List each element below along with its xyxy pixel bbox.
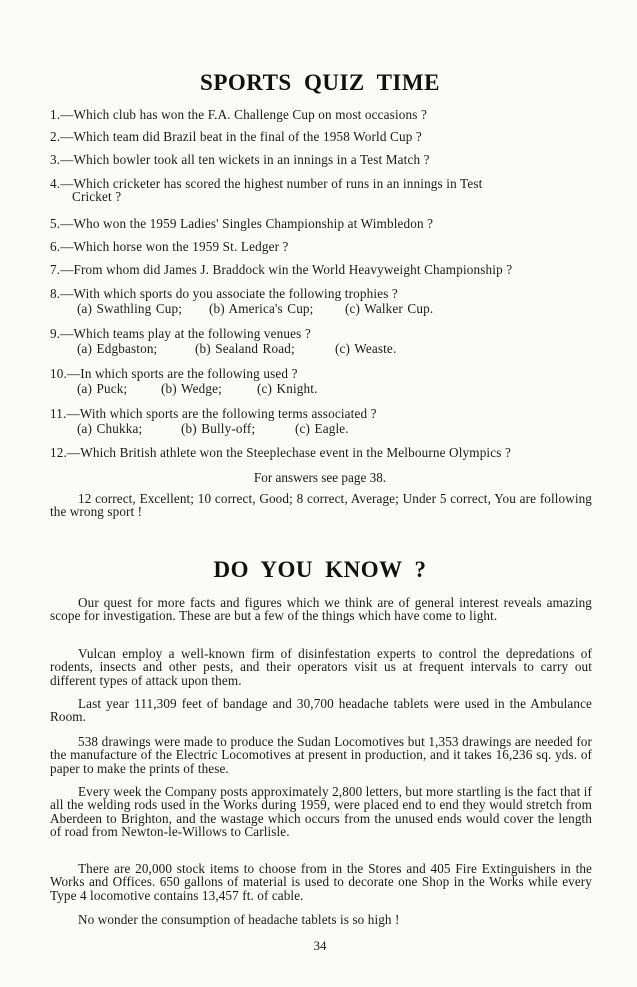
question-10 [50, 367, 592, 395]
option-a: (a) Puck; [77, 381, 128, 396]
option-c: (c) Weaste. [335, 341, 397, 356]
question-11 [50, 407, 592, 435]
option-a: (a) Chukka; [77, 421, 143, 436]
option-c: (c) Walker Cup. [345, 301, 434, 316]
question-8-options [50, 302, 592, 315]
paragraph-stock: There are 20,000 stock items to choose from in the Stores and 405 Fire Extinguishers in the Works and Offices. 650 gallons of material is used to decorate one Shop in the Works while every Type 4 locomotive contains 13,457 ft. of cable. [50, 861, 592, 903]
question-6: 6.—Which horse won the 1959 St. Ledger ? [50, 239, 289, 254]
question-8-text: 8.—With which sports do you associate the following trophies ? [50, 286, 398, 301]
question-8 [50, 287, 592, 315]
question-5: 5.—Who won the 1959 Ladies' Singles Championship at Wimbledon ? [50, 216, 434, 231]
question-4-continuation: Cricket ? [72, 189, 122, 204]
question-12: 12.—Which British athlete won the Steeplechase event in the Melbourne Olympics ? [50, 445, 511, 460]
page-number: 34 [313, 938, 327, 953]
question-4-text: 4.—Which cricketer has scored the highest number of runs in an innings in Test [50, 176, 483, 191]
option-b: (b) Bully-off; [181, 421, 256, 436]
question-7: 7.—From whom did James J. Braddock win the World Heavyweight Championship ? [50, 262, 513, 277]
paragraph-intro: Our quest for more facts and figures which we think are of general interest reveals amazing scope for investigation. These are but a few of the things which have come to light. [50, 595, 592, 624]
option-b: (b) Wedge; [161, 381, 222, 396]
do-you-know-title: DO YOU KNOW ? [213, 557, 427, 582]
question-10-text: 10.—In which sports are the following used ? [50, 366, 298, 381]
question-9-options [50, 342, 592, 355]
option-b: (b) America's Cup; [209, 301, 314, 316]
question-9 [50, 327, 592, 355]
question-1: 1.—Which club has won the F.A. Challenge Cup on most occasions ? [50, 107, 428, 122]
quiz-title: SPORTS QUIZ TIME [200, 70, 440, 95]
option-c: (c) Knight. [257, 381, 318, 396]
paragraph-conclusion: No wonder the consumption of headache tablets is so high ! [78, 912, 400, 927]
question-9-text: 9.—Which teams play at the following venues ? [50, 326, 311, 341]
option-a: (a) Swathling Cup; [77, 301, 183, 316]
paragraph-drawings: 538 drawings were made to produce the Sudan Locomotives but 1,353 drawings are needed for the manufacture of the Electric Locomotives at present in production, and it takes 16,236 sq. yds. of paper to make the prints of these. [50, 734, 592, 776]
question-11-options [50, 422, 592, 435]
question-3: 3.—Which bowler took all ten wickets in an innings in a Test Match ? [50, 152, 430, 167]
option-a: (a) Edgbaston; [77, 341, 158, 356]
paragraph-pests: Vulcan employ a well-known firm of disinfestation experts to control the depredations of rodents, insects and other pests, and their operators visit us at frequent intervals to carry out different types of attack upon them. [50, 646, 592, 688]
question-11-text: 11.—With which sports are the following terms associated ? [50, 406, 377, 421]
paragraph-letters: Every week the Company posts approximately 2,800 letters, but more startling is the fact that if all the welding rods used in the Works during 1959, were placed end to end they would stretch from Aberdeen to Brighton, and the wastage which occurs from the unused ends would cover the length of road from Newton-le-Willows to Carlisle. [50, 784, 592, 839]
option-c: (c) Eagle. [295, 421, 349, 436]
paragraph-bandage: Last year 111,309 feet of bandage and 30,700 headache tablets were used in the Ambulance Room. [50, 696, 592, 725]
scoring-text: 12 correct, Excellent; 10 correct, Good; 8 correct, Average; Under 5 correct, You are following the wrong sport ! [50, 491, 592, 520]
question-2: 2.—Which team did Brazil beat in the final of the 1958 World Cup ? [50, 129, 422, 144]
question-10-options [50, 382, 592, 395]
option-b: (b) Sealand Road; [195, 341, 295, 356]
question-4 [50, 177, 592, 203]
answers-note: For answers see page 38. [253, 470, 387, 485]
